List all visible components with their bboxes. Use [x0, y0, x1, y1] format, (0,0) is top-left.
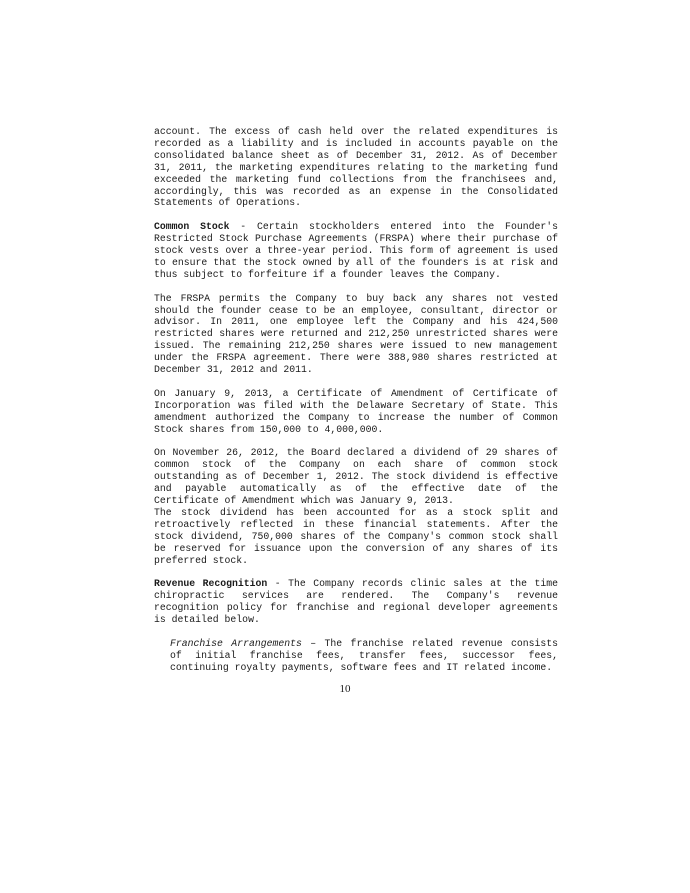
paragraph-stock-split: The stock dividend has been accounted for as a stock split and retroactively reflected in these financial statements. After the stock dividend, 750,000 shares of the Company's common stock shall be reserved for issuance upon the conversion of any shares of its preferred stock.: [154, 506, 558, 566]
paragraph-franchise-arrangements: Franchise Arrangements – The franchise related revenue consists of initial franchise fees, transfer fees, successor fees, continuing royalty payments, software fees and IT related income.: [170, 637, 558, 673]
paragraph-certificate-amendment: On January 9, 2013, a Certificate of Amendment of Certificate of Incorporation was filed with the Delaware Secretary of State. This amendment authorized the Company to increase the number of Common Stock shares from 150,000 to 4,000,000.: [154, 387, 558, 435]
common-stock-heading: Common Stock: [154, 221, 230, 233]
paragraph-common-stock: Common Stock - Certain stockholders entered into the Founder's Restricted Stock Purchase Agreements (FRSPA) where their purchase of stock vests over a three-year period. This form of agreement is used to ensure that the stock owned by all of the founders is at risk and thus subject to forfeiture if a founder leaves the Company.: [154, 221, 558, 280]
paragraph-dividend: On November 26, 2012, the Board declared a dividend of 29 shares of common stock of the Company on each share of common stock outstanding as of December 1, 2012. The stock dividend is effective and payable automatically as of the effective date of the Certificate of Amendment which was January 9, 2013.: [154, 447, 558, 507]
paragraph-frspa: The FRSPA permits the Company to buy back any shares not vested should the founder cease to be an employee, consultant, director or advisor. In 2011, one employee left the Company and his 424,500 restricted shares were returned and 212,250 unrestricted shares were issued. The remaining 212,250 shares were issued to new management under the FRSPA agreement. There were 388,980 shares restricted at December 31, 2012 and 2011.: [154, 292, 558, 376]
page-number: 10: [339, 683, 351, 695]
paragraph-marketing-fund: account. The excess of cash held over the related expenditures is recorded as a liability and is included in accounts payable on the consolidated balance sheet as of December 31, 2012. As of December 31, 2011, the marketing expenditures relating to the marketing fund exceeded the marketing fund collections from the franchisees and, accordingly, this was recorded as an expense in the Consolidated Statements of Operations.: [154, 126, 558, 209]
paragraph-revenue-recognition: Revenue Recognition - The Company records clinic sales at the time chiropractic services are rendered. The Company's revenue recognition policy for franchise and regional developer agreements is detailed below.: [154, 578, 559, 626]
document-page: [154, 126, 558, 685]
revenue-recognition-heading: Revenue Recognition: [154, 578, 268, 590]
franchise-arrangements-heading: Franchise Arrangements: [170, 637, 302, 649]
